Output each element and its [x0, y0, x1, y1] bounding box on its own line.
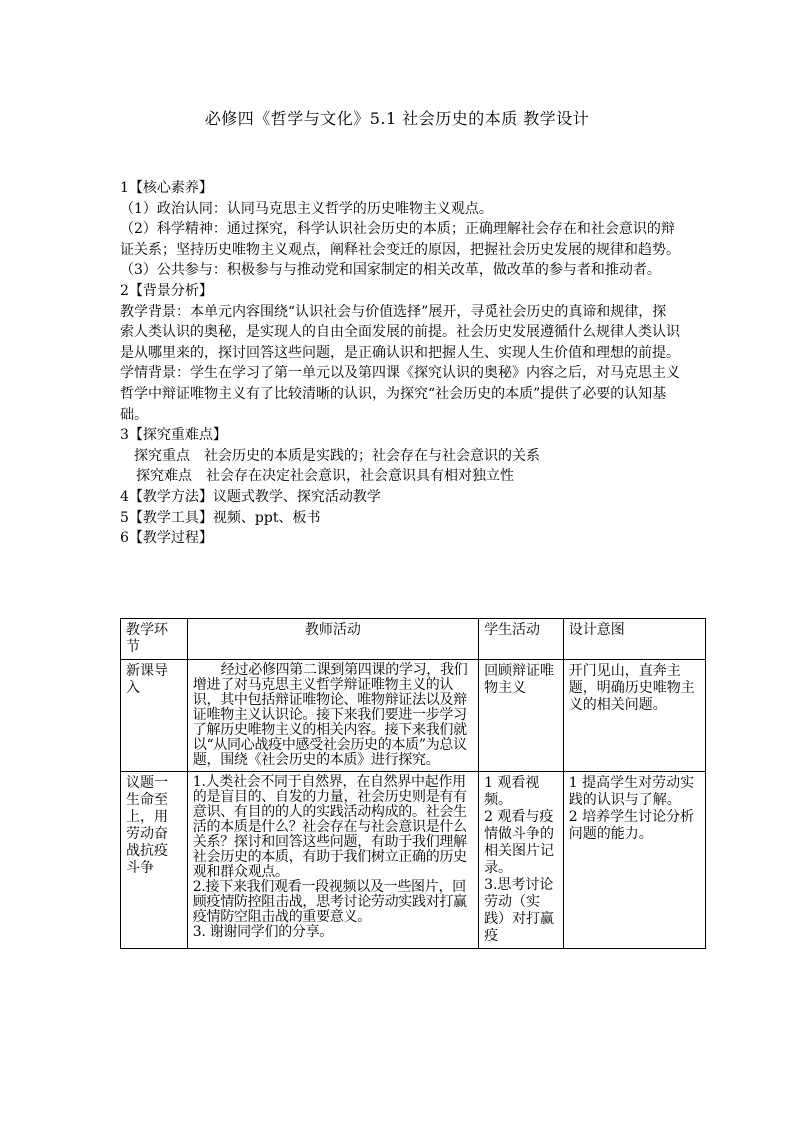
teacher-activity-text: 3. 谢谢同学们的分享。 [192, 924, 334, 940]
table-header-row [121, 619, 706, 660]
student-activity-cell [479, 772, 564, 949]
teaching-tools: 5【教学工具】视频、ppt、板书 [120, 509, 321, 526]
design-intent-cell [563, 772, 705, 949]
design-intent-text: 1 提高学生对劳动实践的认识与了解。 [568, 775, 695, 808]
document-body [120, 178, 680, 549]
section-heading-core-literacy: 1【核心素养】 [120, 180, 213, 196]
teacher-activity-cell [187, 660, 478, 772]
table-row [121, 772, 706, 949]
teacher-activity-text: 经过必修四第二课到第四课的学习，我们增进了对马克思主义哲学辩证唯物主义的认识，其中包括辩证唯物论、唯物辩证法以及辩证唯物主义认识论。接下来我们要进一步学习了解历史唯物主义的相关内容。接下来我们就以“从同心战疫中感受社会历史的本质”为总议题，围绕《社会历史的本质》进行探究。 [192, 662, 468, 768]
student-activity-text: 2 观看与疫情做斗争的相关图片记录。 [484, 809, 555, 876]
teaching-process-table [120, 618, 706, 949]
teaching-background: 教学背景：本单元内容围绕“认识社会与价值选择”展开，寻觅社会历史的真谛和规律，探索人类认识的奥秘，是实现人的自由全面发展的前提。社会历史发展遵循什么规律人类认识是从哪里来的，探讨回答这些问题，是正确认识和把握人生、实现人生价值和理想的前提。 [120, 303, 680, 361]
core-literacy-item-3: （3）公共参与：积极参与与推动党和国家制定的相关改革，做改革的参与者和推动者。 [120, 262, 661, 279]
student-activity-text: 1 观看视频。 [484, 775, 540, 808]
student-activity-text: 回顾辩证唯物主义 [484, 663, 555, 696]
header-teacher-activity: 教师活动 [187, 619, 478, 660]
design-intent-text: 开门见山，直奔主题，明确历史唯物主义的相关问题。 [568, 663, 695, 713]
teacher-activity-text: 2.接下来我们观看一段视频以及一些图片，回顾疫情防控阻击战，思考讨论劳动实践对打赢疫情防空阻击战的重要意义。 [192, 879, 467, 925]
design-intent-text: 2 培养学生讨论分析问题的能力。 [568, 809, 695, 842]
core-literacy-item-1: （1）政治认同：认同马克思主义哲学的历史唯物主义观点。 [120, 200, 493, 217]
section-heading-process: 6【教学过程】 [120, 530, 213, 547]
header-student-activity: 学生活动 [479, 619, 564, 660]
teaching-methods: 4【教学方法】议题式教学、探究活动教学 [120, 488, 381, 505]
difficult-point: 探究难点 社会存在决定社会意识，社会意识具有相对独立性 [136, 468, 514, 485]
table-row [121, 660, 706, 772]
teacher-activity-text: 1.人类社会不同于自然界，在自然界中起作用的是盲目的、自发的力量，社会历史则是有有意识、有目的的人的实践活动构成的。社会生活的本质是什么？社会存在与社会意识是什么关系？探讨和回答这些问题，有助于我们理解社会历史的本质，有助于我们树立正确的历史观和群众观点。 [192, 774, 467, 880]
key-point: 探究重点 社会历史的本质是实践的；社会存在与社会意识的关系 [134, 447, 540, 464]
student-activity-cell [479, 660, 564, 772]
header-stage: 教学环节 [121, 619, 188, 660]
document-title: 必修四《哲学与文化》5.1 社会历史的本质 教学设计 [204, 109, 590, 128]
header-design-intent: 设计意图 [563, 619, 705, 660]
student-activity-text: 3.思考讨论 劳动（实践）对打赢疫 [484, 877, 555, 944]
teacher-activity-cell [187, 772, 478, 949]
core-literacy-item-2: （2）科学精神：通过探究，科学认识社会历史的本质；正确理解社会存在和社会意识的辩证关系；坚持历史唯物主义观点，阐释社会变迁的原因，把握社会历史发展的规律和趋势。 [120, 221, 680, 258]
stage-cell: 议题一生命至上，用劳动奋战抗疫斗争 [121, 772, 188, 949]
learning-background: 学情背景：学生在学习了第一单元以及第四课《探究认识的奥秘》内容之后，对马克思主义哲学中辩证唯物主义有了比较清晰的认识，为探究“社会历史的本质”提供了必要的认知基础。 [120, 365, 680, 423]
section-heading-background: 2【背景分析】 [120, 282, 213, 299]
design-intent-cell [563, 660, 705, 772]
stage-cell: 新课导入 [121, 660, 188, 772]
section-heading-key-points: 3【探究重难点】 [120, 427, 227, 444]
